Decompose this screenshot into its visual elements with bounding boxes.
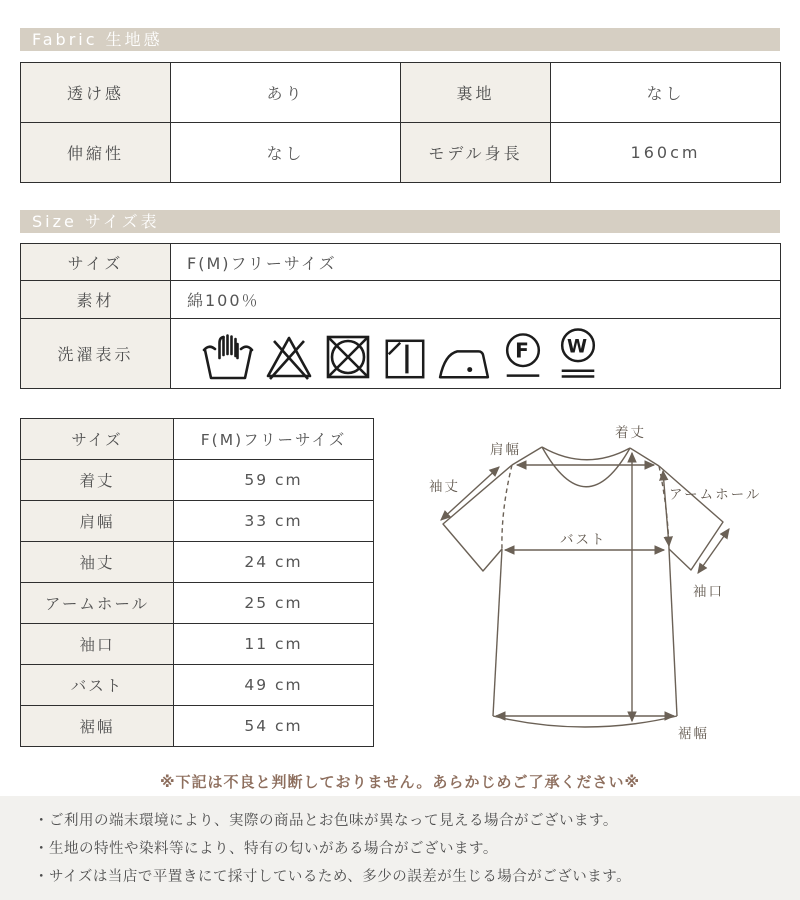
defect-notice: ※下記は不良と判断しておりません。あらかじめご了承ください※ — [159, 773, 641, 791]
size-section-header — [20, 210, 780, 233]
diagram-label-cuff: 袖口 — [693, 584, 724, 600]
table-row — [21, 123, 781, 183]
tshirt-outline-drawing — [405, 420, 800, 770]
fabric-label: 裏地 — [401, 63, 551, 123]
fabric-label: 伸縮性 — [21, 123, 171, 183]
table-row — [21, 419, 374, 460]
measure-value: 25 cm — [174, 583, 374, 624]
fabric-value: なし — [551, 63, 781, 123]
measure-value: 54 cm — [174, 706, 374, 747]
table-row — [21, 281, 781, 319]
table-row — [21, 665, 374, 706]
iron-low-heat-icon — [437, 338, 491, 382]
measure-label: 裾幅 — [21, 706, 174, 747]
table-row — [21, 63, 781, 123]
disclaimer-item: ・ご利用の端末環境により、実際の商品とお色味が異なって見える場合がございます。 — [34, 813, 618, 829]
measure-label: バスト — [21, 665, 174, 706]
diagram-label-armhole: アームホール — [669, 487, 762, 503]
table-row — [21, 624, 374, 665]
diagram-label-length: 着丈 — [615, 425, 646, 441]
size-info-table — [20, 243, 781, 389]
measure-label: 肩幅 — [21, 501, 174, 542]
table-row — [21, 706, 374, 747]
diagram-label-hem: 裾幅 — [678, 726, 709, 742]
do-not-tumble-dry-icon — [323, 332, 373, 382]
care-symbols — [187, 325, 779, 382]
disclaimer-section — [0, 796, 800, 900]
size-info-value: F(M)フリーサイズ — [171, 244, 781, 281]
size-info-value: 綿100％ — [171, 281, 781, 319]
table-row — [21, 244, 781, 281]
measure-header-value: F(M)フリーサイズ — [174, 419, 374, 460]
table-row — [21, 460, 374, 501]
care-label: 洗濯表示 — [21, 319, 171, 389]
table-row — [21, 583, 374, 624]
measure-value: 33 cm — [174, 501, 374, 542]
measure-value: 59 cm — [174, 460, 374, 501]
diagram-label-sleeve: 袖丈 — [429, 479, 460, 495]
fabric-label: モデル身長 — [401, 123, 551, 183]
size-info-label: サイズ — [21, 244, 171, 281]
diagram-label-bust: バスト — [560, 532, 607, 548]
fabric-section-title: Fabric 生地感 — [32, 30, 163, 49]
measure-value: 11 cm — [174, 624, 374, 665]
measure-label: 着丈 — [21, 460, 174, 501]
diagram-label-shoulder: 肩幅 — [490, 442, 521, 458]
tshirt-measurement-diagram — [405, 420, 800, 770]
measure-value: 24 cm — [174, 542, 374, 583]
fabric-value: 160cm — [551, 123, 781, 183]
fabric-label: 透け感 — [21, 63, 171, 123]
dry-clean-F-icon — [500, 330, 546, 382]
fabric-section-header — [20, 28, 780, 51]
fabric-value: あり — [171, 63, 401, 123]
line-dry-in-shade-icon — [382, 336, 428, 382]
table-row — [21, 542, 374, 583]
measure-label: 袖口 — [21, 624, 174, 665]
disclaimer-item: ・生地の特性や染料等により、特有の匂いがある場合がございます。 — [34, 841, 498, 857]
measurements-table — [20, 418, 374, 747]
wet-clean-W-icon — [555, 325, 601, 382]
measure-label: 袖丈 — [21, 542, 174, 583]
fabric-table — [20, 62, 781, 183]
measure-header-label: サイズ — [21, 419, 174, 460]
disclaimer-item: ・サイズは当店で平置きにて採寸しているため、多少の誤差が生じる場合がございます。 — [34, 869, 632, 885]
do-not-bleach-icon — [264, 332, 314, 382]
measure-label: アームホール — [21, 583, 174, 624]
fabric-value: なし — [171, 123, 401, 183]
svg-text:F: F — [515, 338, 531, 363]
size-section-title: Size サイズ表 — [32, 212, 160, 231]
svg-text:W: W — [567, 336, 589, 358]
hand-wash-icon — [201, 330, 255, 382]
size-info-label: 素材 — [21, 281, 171, 319]
measure-value: 49 cm — [174, 665, 374, 706]
table-row — [21, 319, 781, 389]
table-row — [21, 501, 374, 542]
